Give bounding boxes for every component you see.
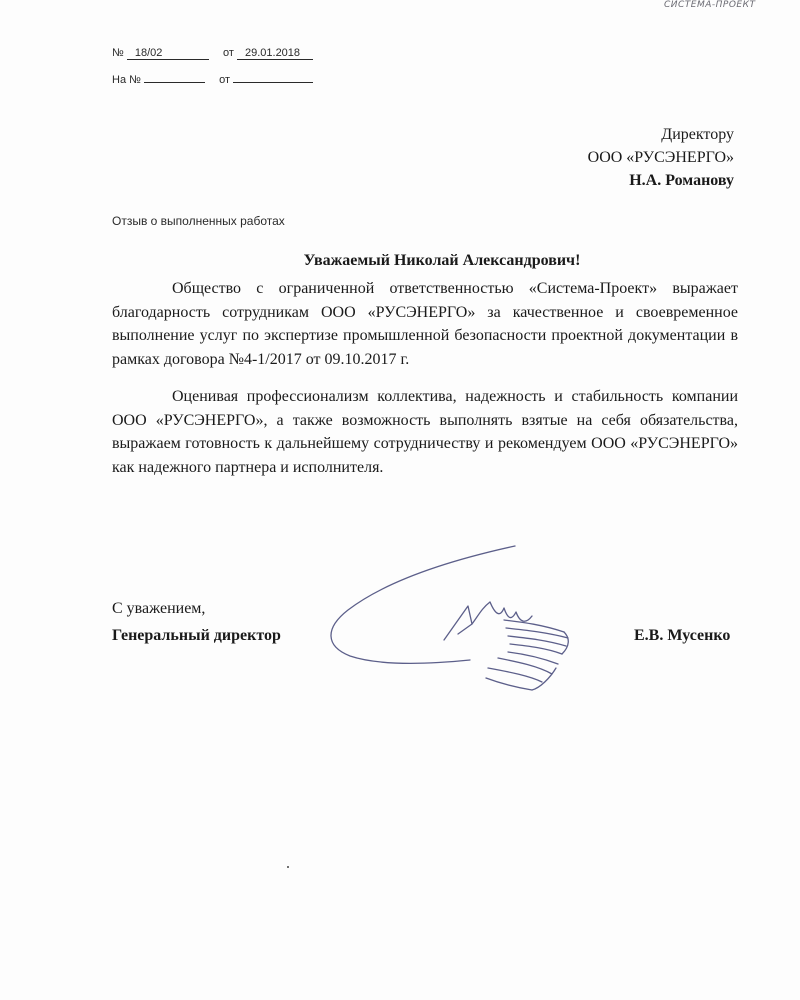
addressee-company: ООО «РУСЭНЕРГО»	[587, 149, 734, 166]
reply-number-blank	[144, 82, 205, 83]
handwritten-signature	[320, 528, 620, 708]
addressee-block	[588, 123, 734, 192]
body-paragraph-2: Оценивая профессионализм коллектива, надежность и стабильность компании ООО «РУСЭНЕРГО», а также возможность выполнять взятые на себя обязательства, выражаем готовность к дальнейшему сотрудничеству и рекомендуем ООО «РУСЭНЕРГО» как надежного партнера и исполнителя.	[112, 388, 738, 476]
incoming-reference	[112, 74, 313, 86]
outgoing-date: 29.01.2018	[237, 47, 313, 60]
date-label: от	[223, 47, 234, 59]
reply-date-blank	[233, 82, 313, 83]
reply-number-label: На №	[112, 74, 141, 86]
outgoing-reference	[112, 47, 313, 60]
paper-speck	[287, 866, 289, 868]
letterhead-stamp: СИСТЕМА-ПРОЕКТ	[664, 0, 756, 10]
body-paragraph-1: Общество с ограниченной ответственностью «Система-Проект» выражает благодарность сотрудникам ООО «РУСЭНЕРГО» за качественное и своевременное выполнение услуг по экспертизе промышленной безопасности проектной документации в рамках договора №4-1/2017 от 09.10.2017 г.	[112, 280, 738, 368]
addressee-position: Директору	[661, 126, 734, 143]
outgoing-number: 18/02	[127, 47, 209, 60]
reply-date-label: от	[219, 74, 231, 86]
closing-phrase: С уважением,	[112, 600, 206, 617]
number-label: №	[112, 47, 124, 59]
salutation: Уважаемый Николай Александрович!	[303, 252, 581, 269]
signer-name: Е.В. Мусенко	[634, 627, 731, 644]
signer-position: Генеральный директор	[112, 627, 281, 644]
letter-subject: Отзыв о выполненных работах	[112, 214, 285, 228]
addressee-name: Н.А. Романову	[629, 172, 734, 189]
